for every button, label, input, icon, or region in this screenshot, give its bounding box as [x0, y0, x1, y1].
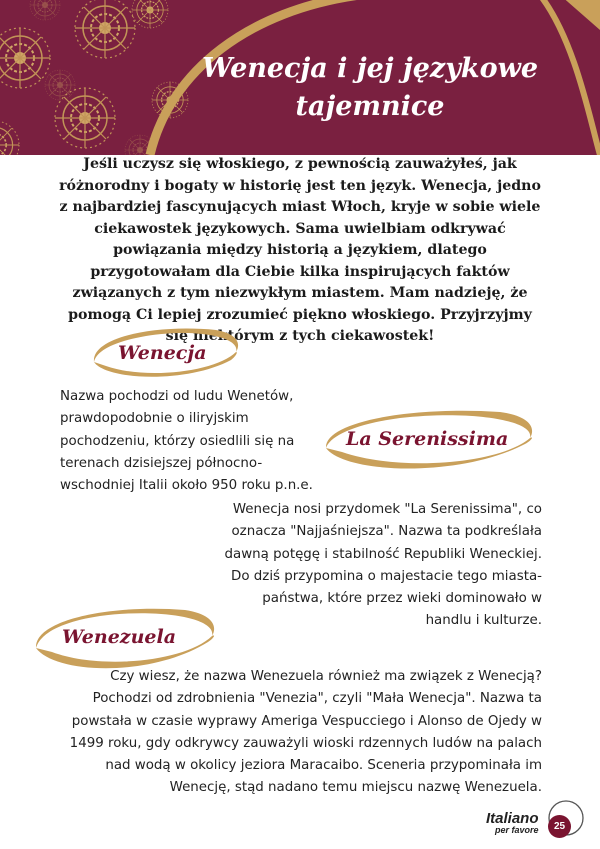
section-text-serenissima: Wenecja nosi przydomek "La Serenissima", co oznacza "Najjaśniejsza". Nazwa ta podkreślała dawną potęgę i stabilność Republiki Weneckiej. Do dziś przypomina o majestacie tego miasta-państwa, które przez wieki dominowało w handlu i kulturze.	[224, 502, 542, 629]
header-banner	[0, 0, 600, 155]
section-badge-serenissima	[320, 404, 538, 478]
section-label-wenezuela: Wenezuela	[62, 626, 176, 648]
section-label-serenissima: La Serenissima	[346, 428, 509, 450]
section-badge-wenecja	[86, 322, 242, 384]
page-number: 25	[548, 815, 571, 838]
intro-paragraph: Jeśli uczysz się włoskiego, z pewnością zauważyłeś, jak różnorodny i bogaty w historię jest ten język. Wenecja, jedno z najbardziej fascynujących miast Włoch, kryje w sobie wiele ciekawostek językowych. Sama uwielbiam odkrywać powiązania między historią a językiem, dlatego przygotowałam dla Ciebie kilka inspirujących faktów związanych z tym niezwykłym miastem. Mam nadzieję, że pomogą Ci lepiej zrozumieć piękno włoskiego. Przyjrzyjmy się niektórym z tych ciekawostek!	[59, 156, 541, 344]
section-label-wenecja: Wenecja	[118, 342, 207, 364]
brand-logo	[486, 812, 539, 835]
page-title	[170, 50, 570, 126]
section-text-wenecja: Nazwa pochodzi od ludu Wenetów, prawdopodobnie o iliryjskim pochodzeniu, którzy osiedlili się na terenach dzisiejszej północno-wschodniej Italii około 950 roku p.n.e.	[60, 389, 313, 494]
page-title-line2: tajemnice	[295, 91, 445, 122]
brand-logo-main: Italiano	[486, 810, 539, 827]
section-text-wenezuela: Czy wiesz, że nazwa Wenezuela również ma związek z Wenecją? Pochodzi od zdrobnienia "Venezia", czyli "Mała Wenecja". Nazwa ta powstała w czasie wyprawy Ameriga Vespucciego i Alonso de Ojedy w 1499 roku, gdy odkrywcy zauważyli wioski rdzennych ludów na palach nad wodą w okolicy jeziora Maracaibo. Sceneria przypominała im Wenecję, stąd nadano temu miejscu nazwę Wenezuela.	[69, 669, 542, 796]
page-title-line1: Wenecja i jej językowe	[201, 53, 539, 84]
brand-logo-sub: per favore	[494, 825, 539, 835]
